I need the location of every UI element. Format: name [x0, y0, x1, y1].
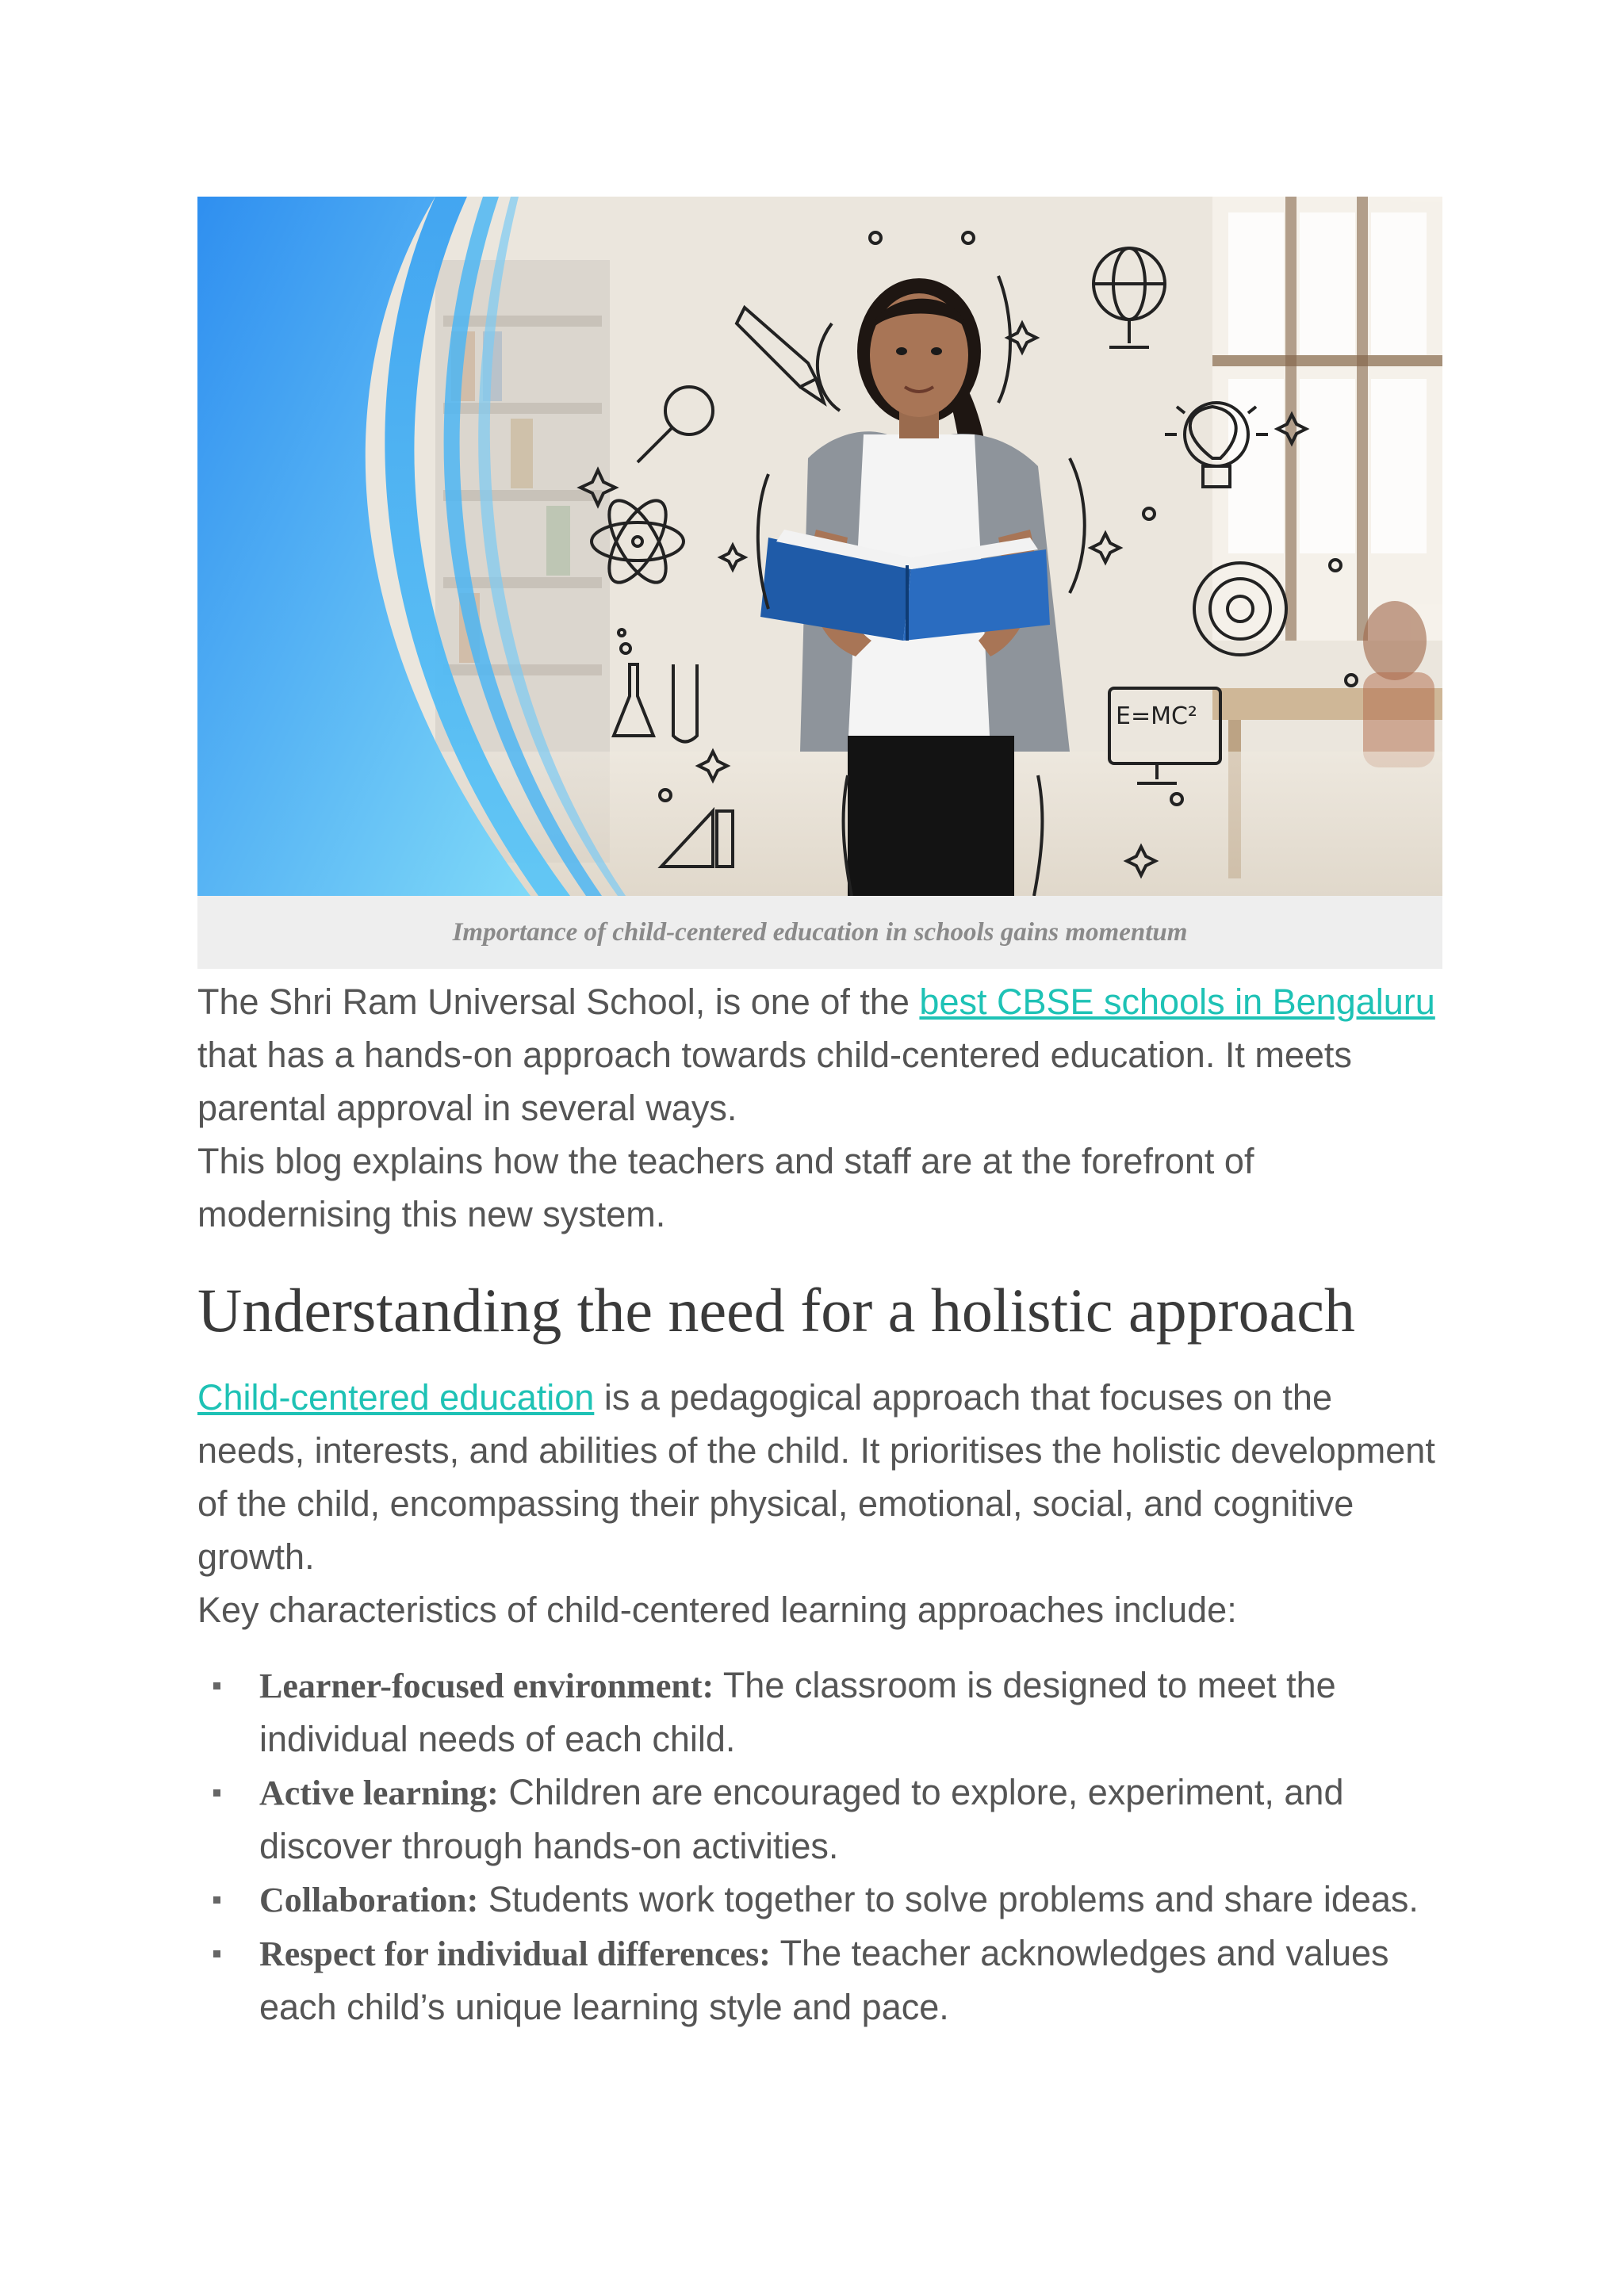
article — [197, 197, 1442, 2034]
list-item-term: Active learning: — [259, 1774, 499, 1812]
characteristics-intro: Key characteristics of child-centered learning approaches include: — [197, 1590, 1237, 1630]
section-text: is a pedagogical approach that focuses on the needs, interests, and abilities of the child. It prioritises the holistic development of the child, encompassing their physical, emotional, social, and cognitive growth. — [197, 1377, 1435, 1577]
list-item-term: Respect for individual differences: — [259, 1934, 771, 1973]
hero-illustration — [197, 197, 1442, 896]
list-item — [259, 1766, 1442, 1873]
section-paragraph — [197, 1371, 1442, 1583]
image-caption: Importance of child-centered education in schools gains momentum — [197, 896, 1442, 969]
intro-text-end: that has a hands-on approach towards child-centered education. It meets parental approval in several ways. — [197, 1035, 1352, 1128]
intro-text-start: The Shri Ram Universal School, is one of the — [197, 982, 920, 1022]
list-item — [259, 1927, 1442, 2034]
list-item-text: The teacher acknowledges and values each child’s unique learning style and pace. — [259, 1933, 1389, 2027]
list-item — [259, 1873, 1442, 1927]
list-item-text: Students work together to solve problems and share ideas. — [478, 1879, 1419, 1919]
list-item-term: Collaboration: — [259, 1881, 479, 1919]
list-item-text: Children are encouraged to explore, experiment, and discover through hands-on activities. — [259, 1772, 1344, 1866]
list-item-text: The classroom is designed to meet the individual needs of each child. — [259, 1665, 1336, 1759]
characteristics-list — [197, 1659, 1442, 2034]
intro-paragraph — [197, 975, 1442, 1135]
hero-image — [197, 197, 1442, 896]
bullet-square-icon — [213, 1682, 220, 1689]
bullet-square-icon — [213, 1789, 220, 1797]
section-heading: Understanding the need for a holistic approach — [197, 1276, 1355, 1345]
formula-label: E=MC² — [1116, 702, 1197, 730]
best-cbse-schools-link[interactable]: best CBSE schools in Bengaluru — [919, 982, 1435, 1022]
bullet-square-icon — [213, 1896, 220, 1904]
list-item-term: Learner-focused environment: — [259, 1667, 714, 1705]
intro-paragraph-2: This blog explains how the teachers and staff are at the forefront of modernising this new system. — [197, 1141, 1254, 1234]
child-centered-education-link[interactable]: Child-centered education — [197, 1377, 595, 1418]
bullet-square-icon — [213, 1950, 220, 1957]
list-item — [259, 1659, 1442, 1766]
